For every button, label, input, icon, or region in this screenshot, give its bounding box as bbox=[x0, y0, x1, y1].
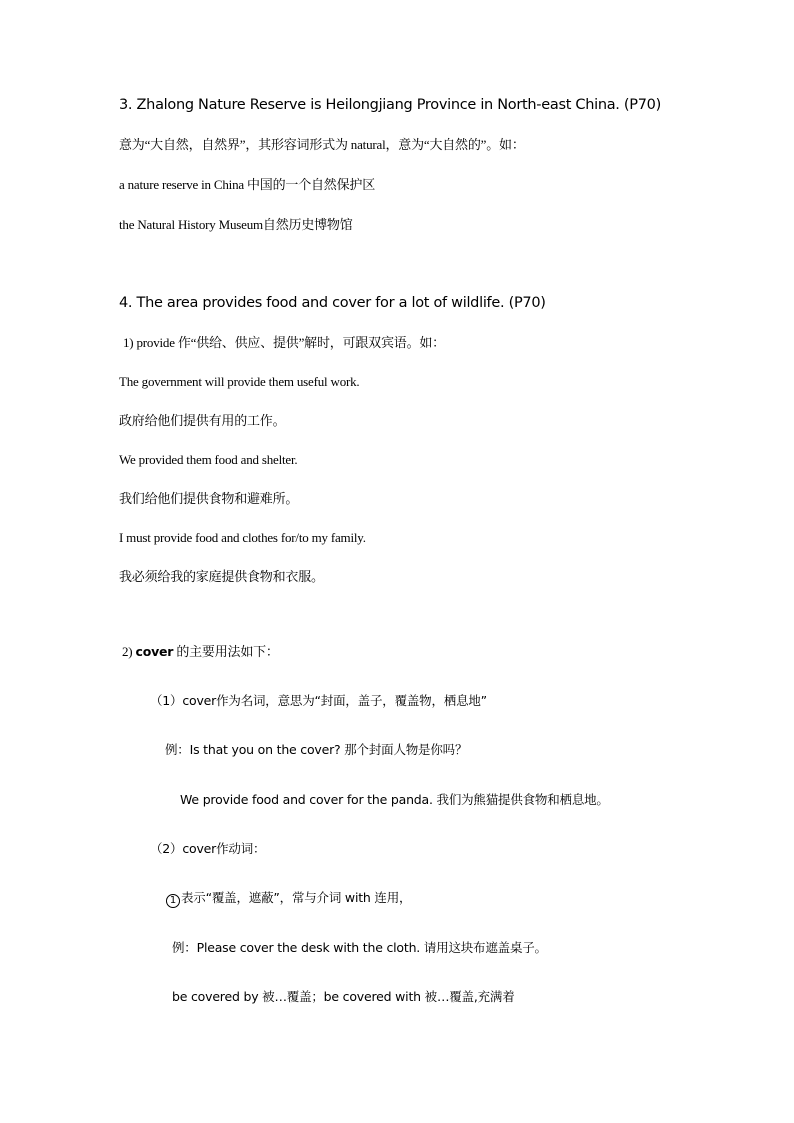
provide-example-zh-2: 我们给他们提供食物和避难所。 bbox=[119, 491, 299, 506]
cover-keyword: cover bbox=[135, 644, 174, 659]
cover-verb-title: （2）cover作动词： bbox=[150, 841, 266, 856]
section-4-heading: 4. The area provides food and cover for a lot of wildlife. (P70) bbox=[119, 295, 546, 311]
cover-verb-item-text: 表示“覆盖，遮蔽”，常与介词 with 连用， bbox=[181, 890, 412, 905]
provide-usage-intro: 1) provide 作“供给、供应、提供”解时，可跟双宾语。如： bbox=[123, 335, 445, 350]
nature-reserve-example: a nature reserve in China 中国的一个自然保护区 bbox=[119, 177, 375, 192]
cover-noun-title: （1）cover作为名词，意思为“封面，盖子，覆盖物，栖息地” bbox=[150, 693, 487, 708]
provide-example-en-2: We provided them food and shelter. bbox=[119, 452, 298, 467]
cover-noun-example-2: We provide food and cover for the panda. 我们为熊猫提供食物和栖息地。 bbox=[180, 792, 609, 807]
cover-intro-number: 2) bbox=[122, 644, 136, 659]
provide-example-en-3: I must provide food and clothes for/to my family. bbox=[119, 530, 366, 545]
provide-example-zh-3: 我必须给我的家庭提供食物和衣服。 bbox=[119, 569, 324, 584]
section-3-heading: 3. Zhalong Nature Reserve is Heilongjiang Province in North-east China. (P70) bbox=[119, 97, 661, 113]
cover-verb-phrases: be covered by 被…覆盖；be covered with 被…覆盖,充满着 bbox=[172, 989, 515, 1004]
cover-usage-intro bbox=[122, 644, 279, 660]
natural-history-example: the Natural History Museum自然历史博物馆 bbox=[119, 217, 353, 232]
cover-verb-item-1 bbox=[166, 890, 411, 908]
nature-meaning-line: 意为“大自然，自然界”，其形容词形式为 natural，意为“大自然的”。如： bbox=[119, 137, 525, 152]
cover-noun-example-1: 例：Is that you on the cover? 那个封面人物是你吗？ bbox=[165, 742, 468, 757]
cover-intro-rest: 的主要用法如下： bbox=[173, 644, 279, 659]
provide-example-zh-1: 政府给他们提供有用的工作。 bbox=[119, 413, 286, 428]
provide-example-en-1: The government will provide them useful work. bbox=[119, 374, 360, 389]
cover-verb-example: 例：Please cover the desk with the cloth. 请用这块布遮盖桌子。 bbox=[172, 940, 547, 955]
circled-number-1: 1 bbox=[166, 894, 180, 908]
